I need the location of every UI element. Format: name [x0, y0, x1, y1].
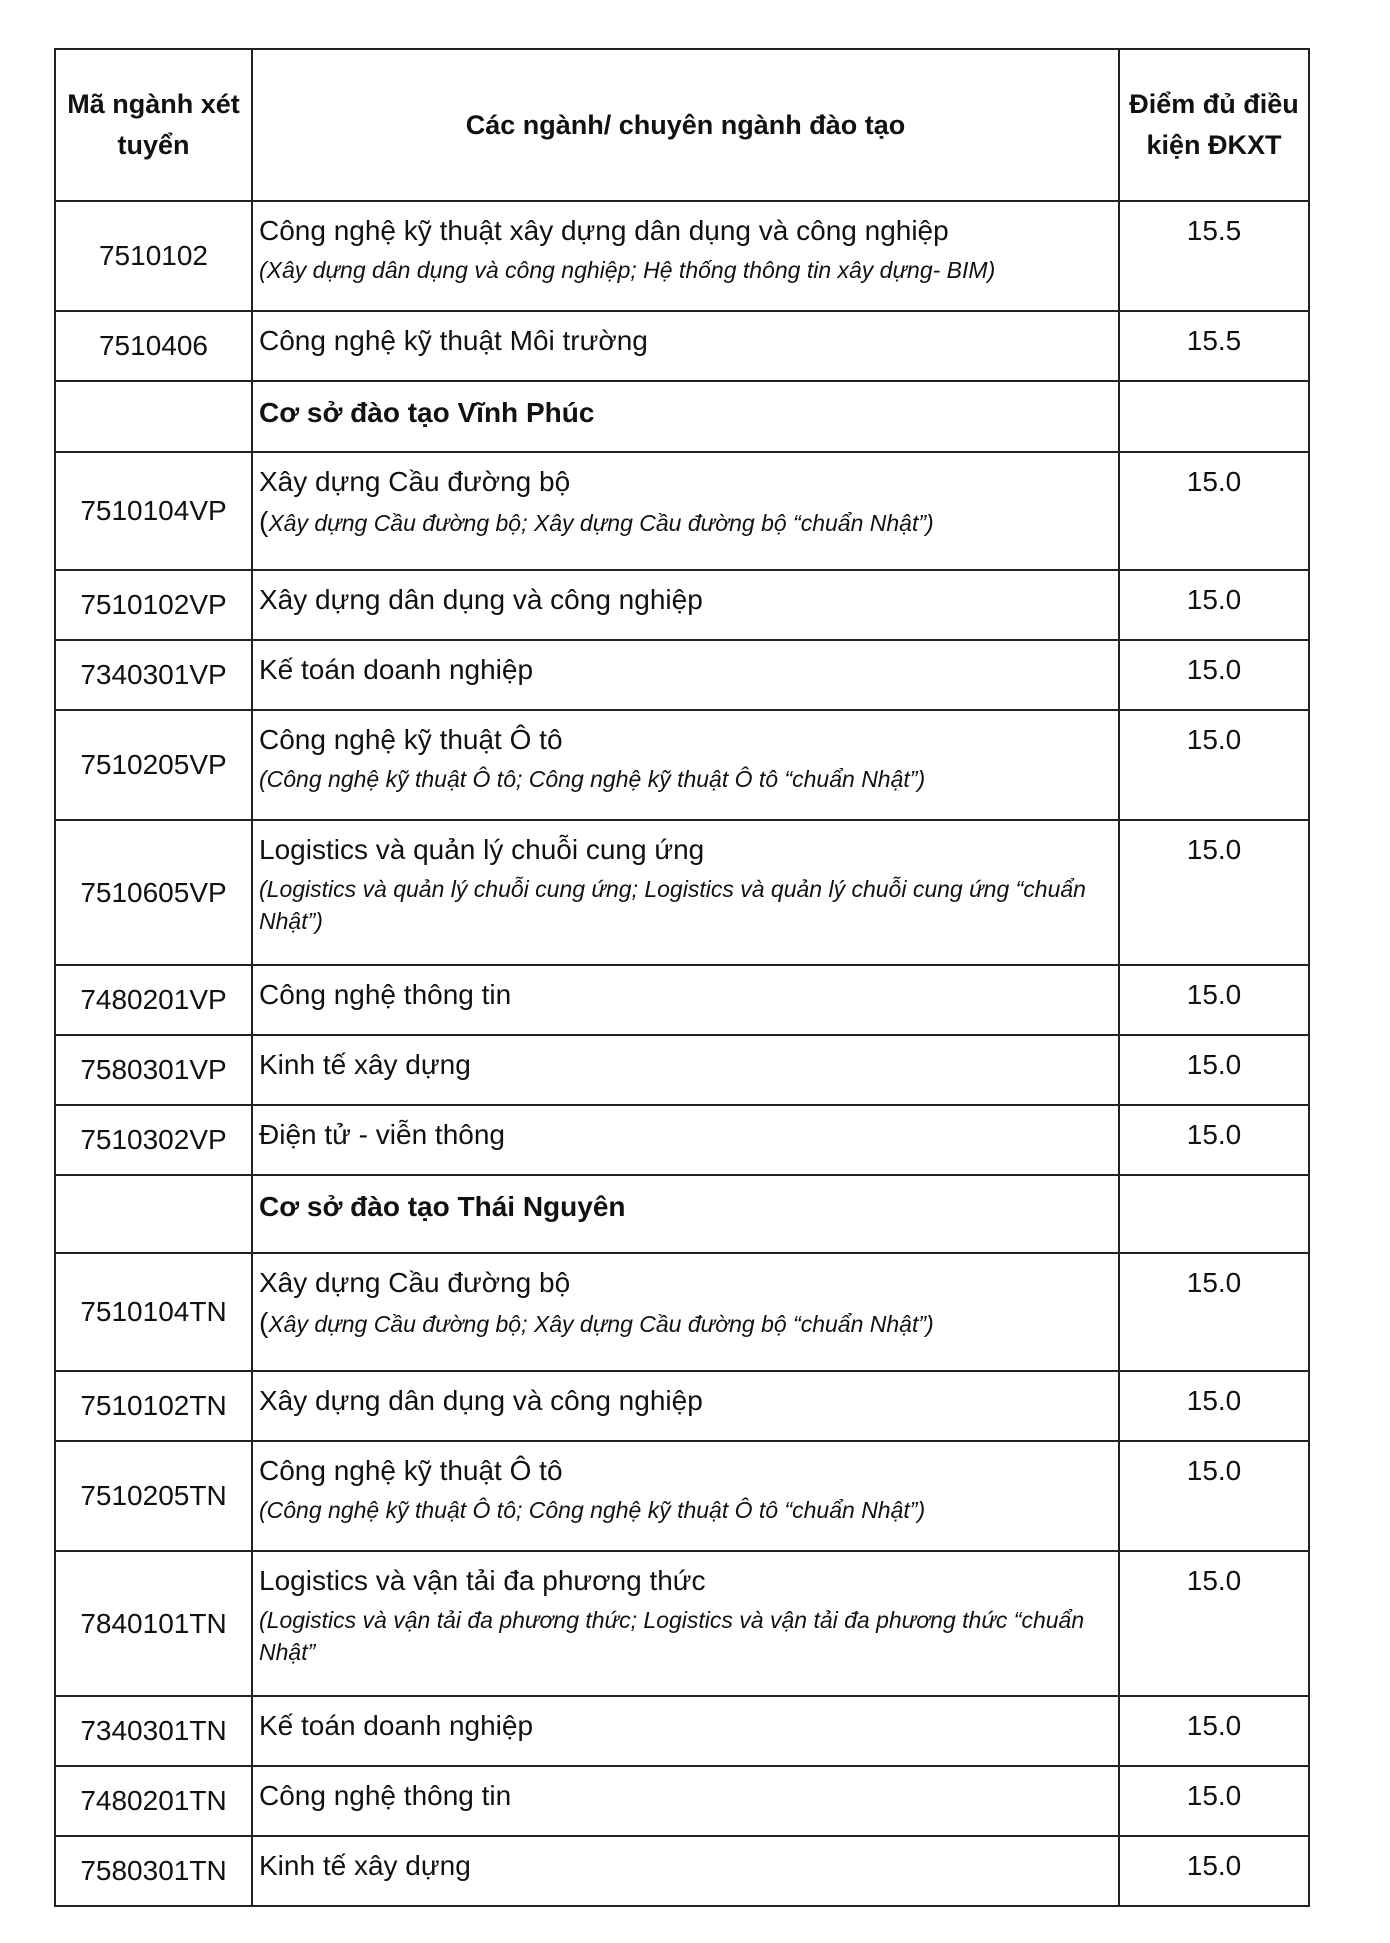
row-code: 7510205VP	[55, 710, 252, 820]
row-major-name: Điện tử - viễn thông	[259, 1119, 505, 1150]
row-major	[252, 1105, 1119, 1175]
row-major	[252, 820, 1119, 965]
row-major-name: Kinh tế xây dựng	[259, 1850, 471, 1881]
row-major	[252, 1253, 1119, 1371]
row-code: 7510102TN	[55, 1371, 252, 1441]
row-score: 15.0	[1119, 1441, 1309, 1551]
row-code: 7510205TN	[55, 1441, 252, 1551]
row-major	[252, 640, 1119, 710]
row-score: 15.0	[1119, 1253, 1309, 1371]
row-major	[252, 1836, 1119, 1906]
table-row	[55, 1551, 1309, 1696]
row-major-name: Công nghệ kỹ thuật xây dựng dân dụng và công nghiệp	[259, 215, 949, 246]
table-row	[55, 820, 1309, 965]
row-major-sub-line	[259, 505, 1112, 539]
row-score: 15.0	[1119, 1035, 1309, 1105]
row-major-name: Công nghệ kỹ thuật Môi trường	[259, 325, 648, 356]
row-code: 7480201TN	[55, 1766, 252, 1836]
row-major	[252, 1766, 1119, 1836]
row-major-sub: (Logistics và quản lý chuỗi cung ứng; Logistics và quản lý chuỗi cung ứng “chuẩn Nhật”)	[259, 876, 1086, 934]
row-score: 15.5	[1119, 201, 1309, 311]
section-row	[55, 1175, 1309, 1253]
row-score	[1119, 381, 1309, 452]
row-major-sub-line	[259, 1306, 1112, 1340]
row-major	[252, 1441, 1119, 1551]
section-title: Cơ sở đào tạo Vĩnh Phúc	[252, 381, 1119, 452]
row-major-name: Kế toán doanh nghiệp	[259, 654, 534, 685]
row-major	[252, 570, 1119, 640]
row-major	[252, 710, 1119, 820]
header-score: Điểm đủ điều kiện ĐKXT	[1119, 49, 1309, 201]
row-major-name: Kinh tế xây dựng	[259, 1049, 471, 1080]
row-code: 7510406	[55, 311, 252, 381]
row-major-name: Xây dựng dân dụng và công nghiệp	[259, 584, 703, 615]
row-score: 15.5	[1119, 311, 1309, 381]
row-major-sub-paren: (	[259, 506, 269, 537]
table-row	[55, 201, 1309, 311]
row-major	[252, 201, 1119, 311]
row-major	[252, 1696, 1119, 1766]
row-major-name: Kế toán doanh nghiệp	[259, 1710, 534, 1741]
row-code: 7510104TN	[55, 1253, 252, 1371]
admission-score-table	[54, 48, 1310, 1907]
table-row	[55, 1836, 1309, 1906]
row-major-sub: (Công nghệ kỹ thuật Ô tô; Công nghệ kỹ thuật Ô tô “chuẩn Nhật”)	[259, 766, 926, 792]
row-major-name: Công nghệ kỹ thuật Ô tô	[259, 724, 563, 755]
row-major	[252, 1371, 1119, 1441]
row-score: 15.0	[1119, 710, 1309, 820]
row-score: 15.0	[1119, 1371, 1309, 1441]
row-major-name: Xây dựng dân dụng và công nghiệp	[259, 1385, 703, 1416]
row-score: 15.0	[1119, 640, 1309, 710]
table-row	[55, 1766, 1309, 1836]
table-row	[55, 640, 1309, 710]
row-score	[1119, 1175, 1309, 1253]
row-code: 7580301TN	[55, 1836, 252, 1906]
row-score: 15.0	[1119, 1105, 1309, 1175]
row-score: 15.0	[1119, 452, 1309, 570]
row-score: 15.0	[1119, 570, 1309, 640]
row-major	[252, 452, 1119, 570]
table-row	[55, 965, 1309, 1035]
table-row	[55, 452, 1309, 570]
row-code: 7340301TN	[55, 1696, 252, 1766]
row-major-sub: (Xây dựng dân dụng và công nghiệp; Hệ thống thông tin xây dựng- BIM)	[259, 257, 996, 283]
row-code: 7580301VP	[55, 1035, 252, 1105]
row-score: 15.0	[1119, 965, 1309, 1035]
table-row	[55, 570, 1309, 640]
table-row	[55, 1035, 1309, 1105]
row-code: 7840101TN	[55, 1551, 252, 1696]
row-major-name: Xây dựng Cầu đường bộ	[259, 1267, 571, 1298]
row-code: 7510605VP	[55, 820, 252, 965]
row-major	[252, 1551, 1119, 1696]
row-score: 15.0	[1119, 1766, 1309, 1836]
header-major: Các ngành/ chuyên ngành đào tạo	[252, 49, 1119, 201]
row-score: 15.0	[1119, 1551, 1309, 1696]
row-major	[252, 965, 1119, 1035]
row-code: 7510102VP	[55, 570, 252, 640]
table-header-row	[55, 49, 1309, 201]
row-major-sub: Xây dựng Cầu đường bộ; Xây dựng Cầu đường bộ “chuẩn Nhật”)	[268, 510, 934, 536]
row-code: 7340301VP	[55, 640, 252, 710]
row-major-name: Công nghệ thông tin	[259, 979, 512, 1010]
row-major-name: Công nghệ kỹ thuật Ô tô	[259, 1455, 563, 1486]
row-major-name: Logistics và quản lý chuỗi cung ứng	[259, 834, 705, 865]
row-major-sub-paren: (	[259, 1307, 269, 1338]
section-row	[55, 381, 1309, 452]
row-major	[252, 1035, 1119, 1105]
row-major-sub: (Công nghệ kỹ thuật Ô tô; Công nghệ kỹ thuật Ô tô “chuẩn Nhật”)	[259, 1497, 926, 1523]
table-row	[55, 1441, 1309, 1551]
table-row	[55, 1253, 1309, 1371]
row-code: 7510102	[55, 201, 252, 311]
row-code	[55, 1175, 252, 1253]
table-row	[55, 1105, 1309, 1175]
row-major	[252, 311, 1119, 381]
table-row	[55, 1371, 1309, 1441]
row-code: 7480201VP	[55, 965, 252, 1035]
table-row	[55, 710, 1309, 820]
row-score: 15.0	[1119, 820, 1309, 965]
table-row	[55, 1696, 1309, 1766]
row-code: 7510104VP	[55, 452, 252, 570]
row-major-sub: (Logistics và vận tải đa phương thức; Logistics và vận tải đa phương thức “chuẩn Nhật”	[259, 1607, 1085, 1665]
row-major-sub: Xây dựng Cầu đường bộ; Xây dựng Cầu đường bộ “chuẩn Nhật”)	[268, 1311, 934, 1337]
section-title: Cơ sở đào tạo Thái Nguyên	[252, 1175, 1119, 1253]
row-code	[55, 381, 252, 452]
row-score: 15.0	[1119, 1696, 1309, 1766]
table-row	[55, 311, 1309, 381]
row-code: 7510302VP	[55, 1105, 252, 1175]
header-code: Mã ngành xét tuyển	[55, 49, 252, 201]
row-major-name: Công nghệ thông tin	[259, 1780, 512, 1811]
row-score: 15.0	[1119, 1836, 1309, 1906]
row-major-name: Xây dựng Cầu đường bộ	[259, 466, 571, 497]
row-major-name: Logistics và vận tải đa phương thức	[259, 1565, 706, 1596]
